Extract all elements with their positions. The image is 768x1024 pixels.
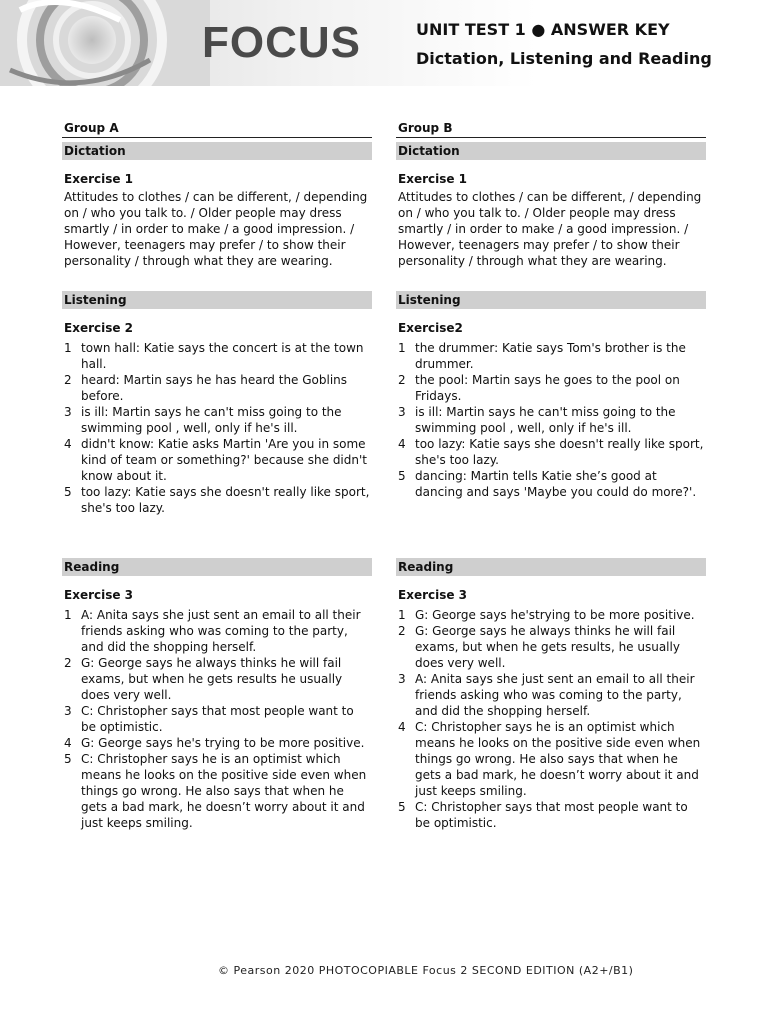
item-number: 4 <box>398 720 406 734</box>
item-text: G: George says he always thinks he will fail exams, but when he gets results he usually does very well. <box>81 656 343 702</box>
item-number: 4 <box>64 437 72 451</box>
dictation-section-bar: Dictation <box>396 142 706 160</box>
exercise-title: Exercise 3 <box>398 588 468 602</box>
item-text: C: Christopher says that most people want to be optimistic. <box>415 800 688 830</box>
item-number: 3 <box>64 405 72 419</box>
list-item <box>396 623 706 671</box>
item-text: A: Anita says she just sent an email to all their friends asking who was coming to the party, and did the shopping herself. <box>415 672 695 718</box>
item-number: 2 <box>64 656 72 670</box>
item-text: town hall: Katie says the concert is at the town hall. <box>81 341 364 371</box>
item-text: C: Christopher says that most people want to be optimistic. <box>81 704 354 734</box>
group-a-column <box>62 120 372 831</box>
list-item <box>396 436 706 468</box>
list-item <box>62 655 372 703</box>
group-b-column <box>396 120 706 831</box>
item-number: 2 <box>64 373 72 387</box>
item-text: is ill: Martin says he can't miss going to the swimming pool , well, only if he's ill. <box>415 405 676 435</box>
reading-section-bar: Reading <box>396 558 706 576</box>
list-item <box>396 468 706 500</box>
list-item <box>396 671 706 719</box>
item-text: the pool: Martin says he goes to the pool on Fridays. <box>415 373 680 403</box>
item-number: 5 <box>398 800 406 814</box>
list-item <box>396 404 706 436</box>
list-item <box>396 799 706 831</box>
list-item <box>62 703 372 735</box>
item-number: 1 <box>64 341 72 355</box>
page-title: UNIT TEST 1 ● ANSWER KEY <box>416 20 670 39</box>
swirl-logo-icon <box>0 0 210 86</box>
exercise-title: Exercise 2 <box>64 321 134 335</box>
dictation-text: Attitudes to clothes / can be different, / depending on / who you talk to. / Older people may dress smartly / in order to make / a good impression. / However, teenagers may prefer / to show their personality / through what they are wearing. <box>64 190 368 268</box>
reading-answer-list <box>62 607 372 831</box>
list-item <box>62 436 372 484</box>
item-number: 3 <box>398 405 406 419</box>
group-a-title: Group A <box>62 120 372 138</box>
item-text: G: George says he always thinks he will fail exams, but when he gets results, he usually does very well. <box>415 624 680 670</box>
list-item <box>62 372 372 404</box>
item-number: 3 <box>398 672 406 686</box>
list-item <box>396 607 706 623</box>
item-text: didn't know: Katie asks Martin 'Are you in some kind of team or something?' because she didn't know about it. <box>81 437 367 483</box>
exercise-title: Exercise 3 <box>64 588 134 602</box>
item-number: 2 <box>398 624 406 638</box>
item-number: 3 <box>64 704 72 718</box>
item-number: 1 <box>398 341 406 355</box>
list-item <box>62 607 372 655</box>
item-number: 5 <box>64 752 72 766</box>
listening-answer-list <box>396 340 706 500</box>
item-number: 5 <box>398 469 406 483</box>
list-item <box>62 751 372 831</box>
page-header <box>0 0 768 86</box>
focus-logo-text: FOCUS <box>202 18 361 67</box>
exercise-title: Exercise 1 <box>64 172 134 186</box>
item-text: heard: Martin says he has heard the Goblins before. <box>81 373 348 403</box>
item-number: 1 <box>64 608 72 622</box>
item-text: too lazy: Katie says she doesn't really like sport, she's too lazy. <box>81 485 370 515</box>
list-item <box>396 719 706 799</box>
item-text: G: George says he'strying to be more positive. <box>415 608 695 622</box>
reading-section-bar: Reading <box>62 558 372 576</box>
item-text: dancing: Martin tells Katie she’s good at dancing and says 'Maybe you could do more?'. <box>415 469 697 499</box>
listening-section-bar: Listening <box>396 291 706 309</box>
page-subtitle: Dictation, Listening and Reading <box>416 49 712 68</box>
list-item <box>62 484 372 516</box>
exercise-title: Exercise 1 <box>398 172 468 186</box>
group-b-title: Group B <box>396 120 706 138</box>
item-number: 4 <box>64 736 72 750</box>
list-item <box>62 404 372 436</box>
dictation-text: Attitudes to clothes / can be different, / depending on / who you talk to. / Older people may dress smartly / in order to make / a good impression. / However, teenagers may prefer / to show their personality / through what they are wearing. <box>398 190 702 268</box>
item-number: 5 <box>64 485 72 499</box>
reading-answer-list <box>396 607 706 831</box>
dictation-section-bar: Dictation <box>62 142 372 160</box>
list-item <box>396 340 706 372</box>
item-text: C: Christopher says he is an optimist which means he looks on the positive side even when things go wrong. He also says that when he gets a bad mark, he doesn’t worry about it and just keeps smiling. <box>415 720 701 798</box>
item-text: the drummer: Katie says Tom's brother is the drummer. <box>415 341 686 371</box>
item-number: 4 <box>398 437 406 451</box>
item-text: C: Christopher says he is an optimist which means he looks on the positive side even when things go wrong. He also says that when he gets a bad mark, he doesn’t worry about it and just keeps smiling. <box>81 752 367 830</box>
item-number: 2 <box>398 373 406 387</box>
list-item <box>62 735 372 751</box>
listening-answer-list <box>62 340 372 516</box>
item-text: is ill: Martin says he can't miss going to the swimming pool , well, only if he's ill. <box>81 405 342 435</box>
item-text: too lazy: Katie says she doesn't really like sport, she's too lazy. <box>415 437 704 467</box>
item-text: A: Anita says she just sent an email to all their friends asking who was coming to the party, and did the shopping herself. <box>81 608 361 654</box>
copyright-footer: © Pearson 2020 PHOTOCOPIABLE Focus 2 SECOND EDITION (A2+/B1) <box>218 964 634 977</box>
list-item <box>396 372 706 404</box>
item-text: G: George says he's trying to be more positive. <box>81 736 365 750</box>
item-number: 1 <box>398 608 406 622</box>
exercise-title: Exercise2 <box>398 321 463 335</box>
list-item <box>62 340 372 372</box>
listening-section-bar: Listening <box>62 291 372 309</box>
